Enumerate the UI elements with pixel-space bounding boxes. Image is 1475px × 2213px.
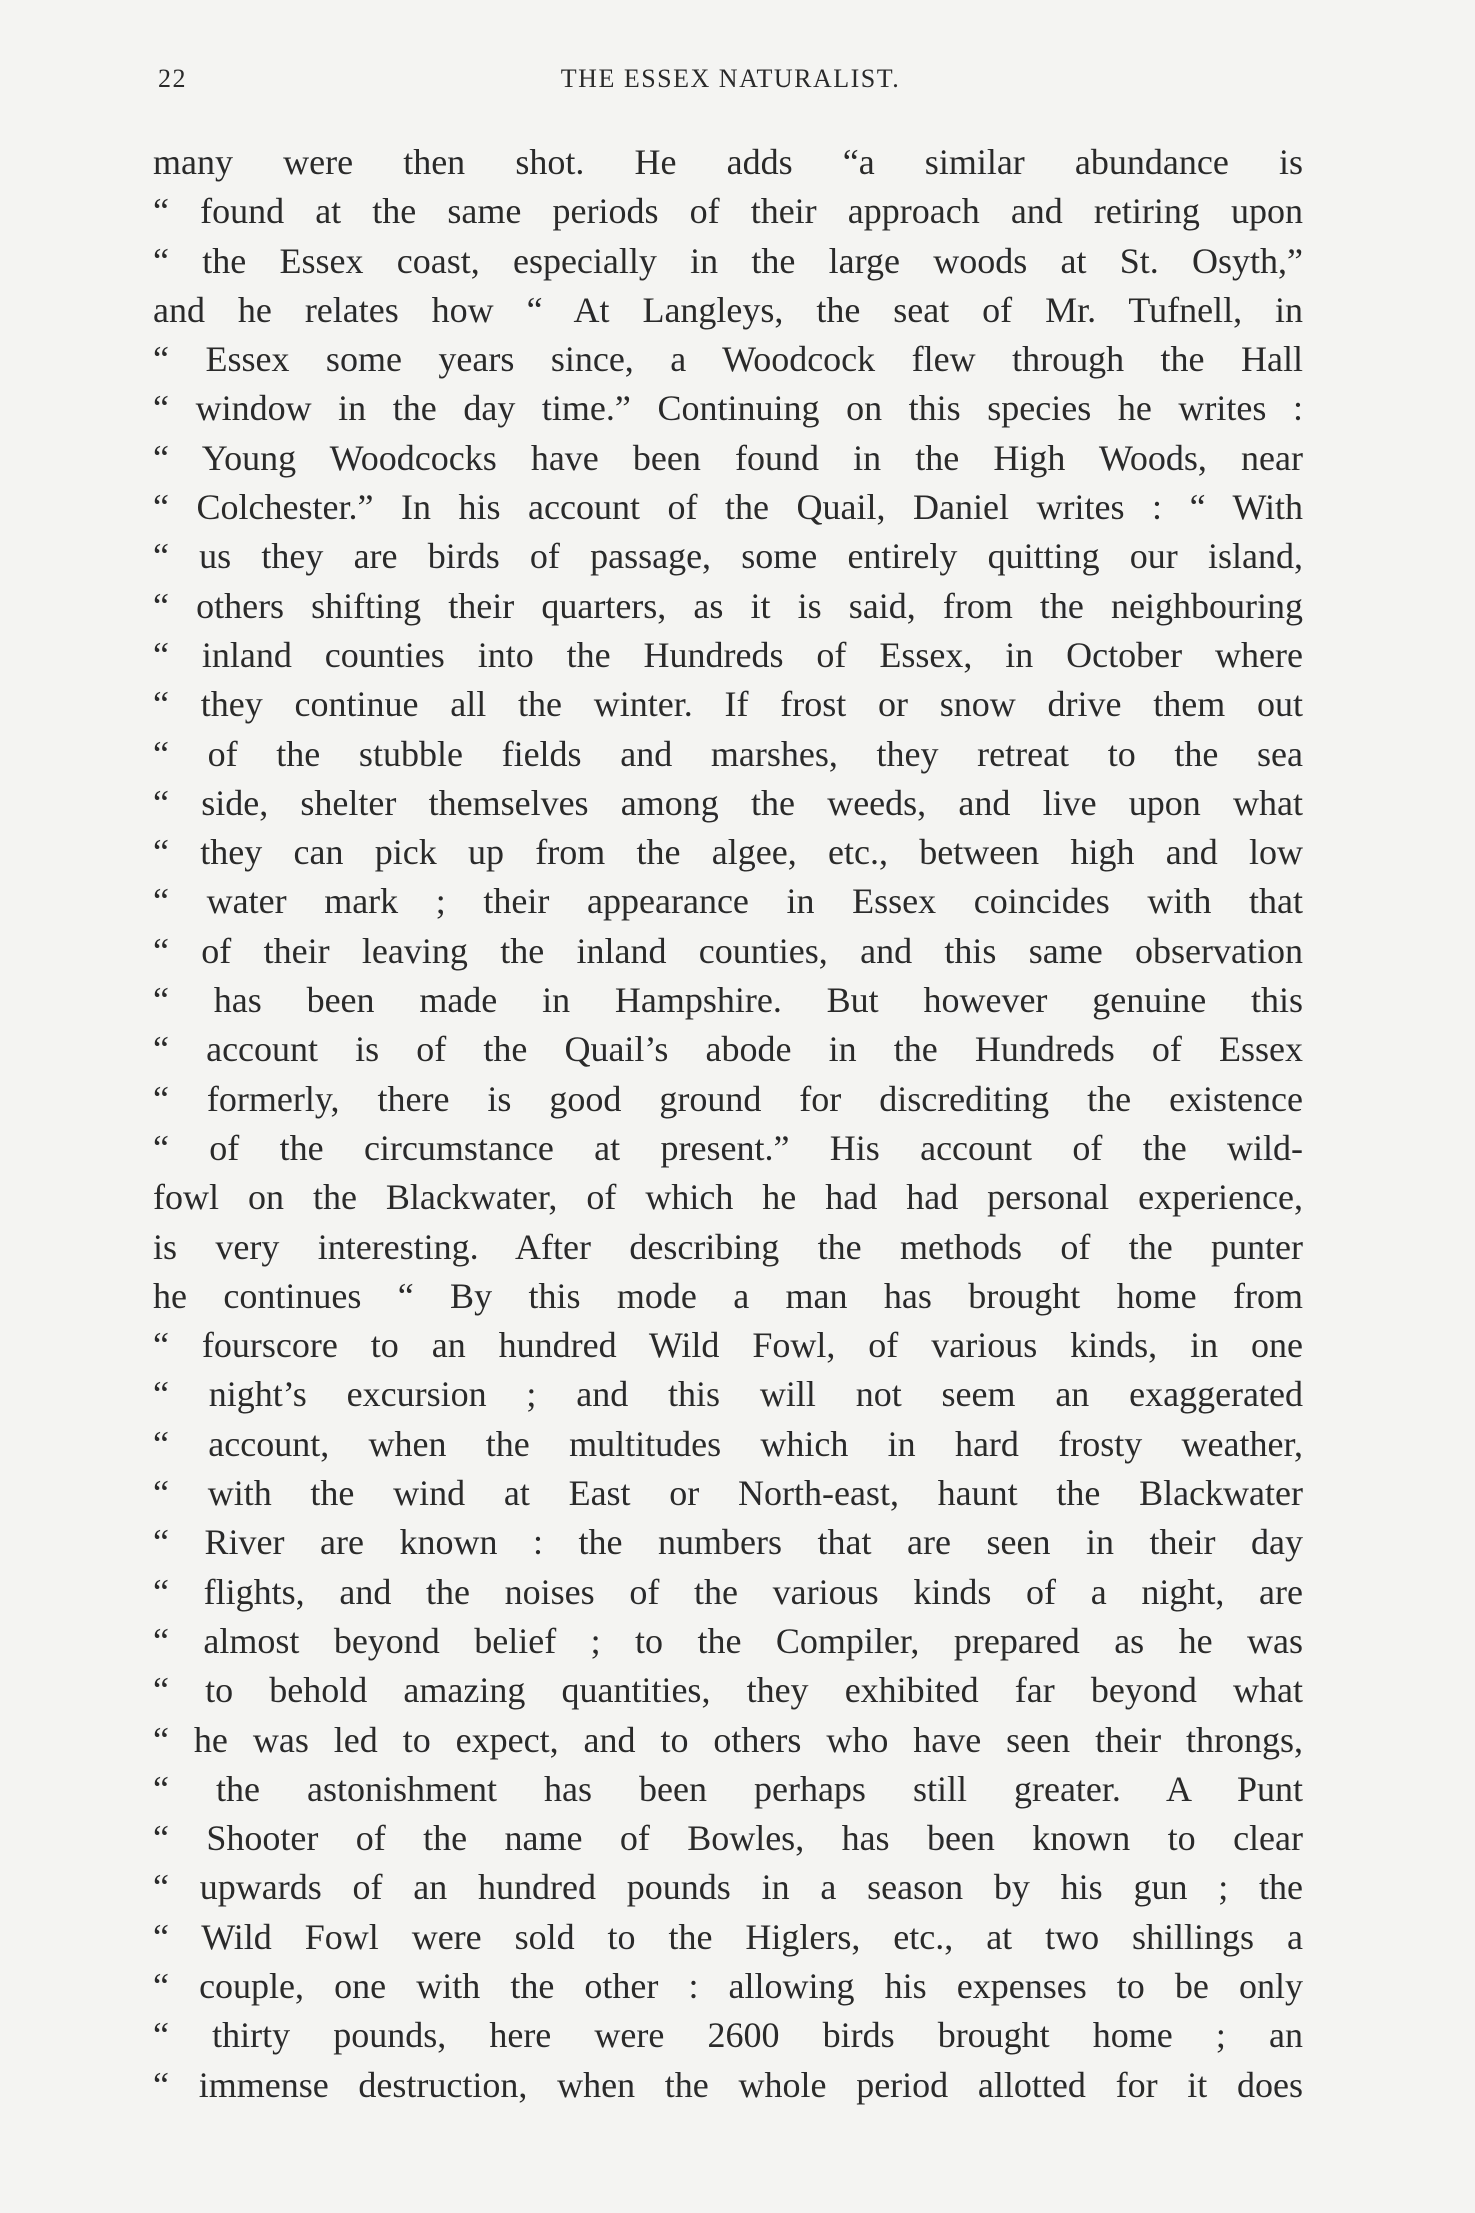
text-line: “ side, shelter themselves among the weeds, and live upon what [153,782,1303,823]
text-line: “ us they are birds of passage, some entirely quitting our island, [153,536,1303,577]
text-line: “ the astonishment has been perhaps still greater. A Punt [153,1768,1303,1809]
text-line: and he relates how “ At Langleys, the seat of Mr. Tufnell, in [153,289,1303,330]
text-line: “ of the circumstance at present.” His account of the wild- [153,1127,1303,1168]
text-line: “ they continue all the winter. If frost or snow drive them out [153,684,1303,725]
text-line: “ Shooter of the name of Bowles, has been known to clear [153,1818,1303,1859]
text-line: “ found at the same periods of their approach and retiring upon [153,191,1303,232]
page-number: 22 [158,64,187,93]
text-line: “ others shifting their quarters, as it is said, from the neighbouring [153,585,1303,626]
text-line: “ almost beyond belief ; to the Compiler, prepared as he was [153,1620,1303,1661]
text-line: “ Wild Fowl were sold to the Higlers, etc., at two shillings a [153,1916,1303,1957]
text-line: “ account, when the multitudes which in hard frosty weather, [153,1423,1303,1464]
text-line: “ the Essex coast, especially in the large woods at St. Osyth,” [153,240,1303,281]
text-line: “ Colchester.” In his account of the Quail, Daniel writes : “ With [153,487,1303,528]
text-line: “ he was led to expect, and to others who have seen their throngs, [153,1719,1303,1760]
text-line: “ water mark ; their appearance in Essex coincides with that [153,881,1303,922]
text-line: “ flights, and the noises of the various kinds of a night, are [153,1571,1303,1612]
text-line: “ inland counties into the Hundreds of Essex, in October where [153,634,1303,675]
text-line: is very interesting. After describing the methods of the punter [153,1226,1303,1267]
text-line: “ of the stubble fields and marshes, they retreat to the sea [153,733,1303,774]
text-line: “ fourscore to an hundred Wild Fowl, of various kinds, in one [153,1325,1303,1366]
text-line: “ Young Woodcocks have been found in the High Woods, near [153,437,1303,478]
text-line: “ account is of the Quail’s abode in the Hundreds of Essex [153,1029,1303,1070]
text-line: “ River are known : the numbers that are seen in their day [153,1522,1303,1563]
text-line: “ Essex some years since, a Woodcock flew through the Hall [153,339,1303,380]
text-line: “ thirty pounds, here were 2600 birds brought home ; an [153,2015,1303,2056]
text-line: “ has been made in Hampshire. But however genuine this [153,980,1303,1021]
text-line: “ night’s excursion ; and this will not seem an exaggerated [153,1374,1303,1415]
journal-title: THE ESSEX NATURALIST. [560,64,901,93]
text-line: “ formerly, there is good ground for discrediting the existence [153,1078,1303,1119]
text-line: fowl on the Blackwater, of which he had had personal experience, [153,1177,1303,1218]
text-line: “ immense destruction, when the whole period allotted for it does [153,2064,1303,2105]
text-line: “ to behold amazing quantities, they exhibited far beyond what [153,1670,1303,1711]
body-text [153,138,1303,2110]
text-line: “ couple, one with the other : allowing his expenses to be only [153,1965,1303,2006]
text-line: “ window in the day time.” Continuing on this species he writes : [153,388,1303,429]
text-line: “ of their leaving the inland counties, and this same observation [153,930,1303,971]
text-line: “ they can pick up from the algee, etc., between high and low [153,832,1303,873]
text-line: “ upwards of an hundred pounds in a season by his gun ; the [153,1867,1303,1908]
text-line: many were then shot. He adds “a similar abundance is [153,142,1303,182]
running-head [158,64,1303,104]
text-line: “ with the wind at East or North-east, haunt the Blackwater [153,1473,1303,1514]
text-line: he continues “ By this mode a man has brought home from [153,1275,1303,1316]
